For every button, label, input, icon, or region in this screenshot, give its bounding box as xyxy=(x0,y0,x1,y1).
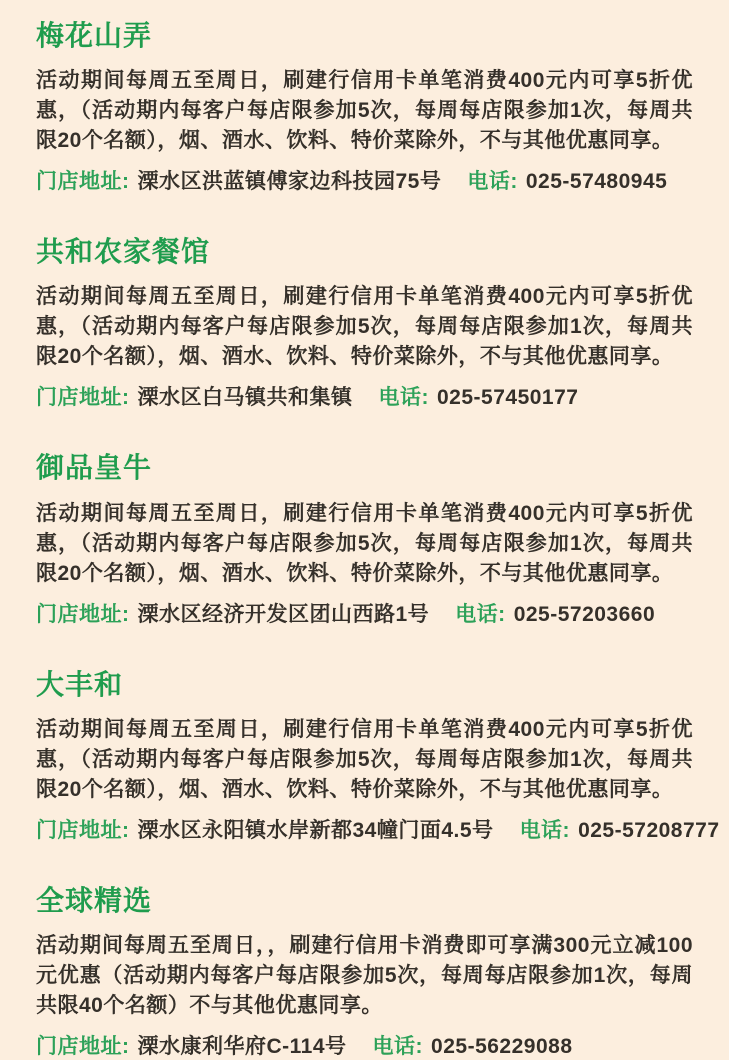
store-address-value: 溧水区经济开发区团山西路1号 xyxy=(137,602,430,626)
merchant-section xyxy=(36,236,693,411)
merchant-contact-line xyxy=(36,818,720,844)
phone-number-value: 025-57450177 xyxy=(437,386,579,410)
merchant-name: 御品皇牛 xyxy=(36,452,153,484)
merchant-contact-line xyxy=(36,1034,693,1060)
store-address-value: 溧水区白马镇共和集镇 xyxy=(137,386,353,410)
merchant-section xyxy=(36,20,693,195)
store-address-label: 门店地址: xyxy=(36,602,130,626)
merchant-offer-description: 活动期间每周五至周日，，刷建行信用卡消费即可享满300元立减100元优惠（活动期内每客户每店限参加5次，每周每店限参加1次，每周共限40个名额）不与其他优惠同享。 xyxy=(36,933,693,1017)
phone-number-value: 025-57203660 xyxy=(513,602,656,626)
merchant-list xyxy=(36,20,720,1060)
merchant-contact-line xyxy=(36,602,693,628)
phone-label: 电话: xyxy=(372,1034,424,1058)
phone-number-value: 025-57480945 xyxy=(525,170,668,194)
merchant-name: 共和农家餐馆 xyxy=(36,236,211,268)
merchant-name: 梅花山弄 xyxy=(36,20,153,51)
merchant-section xyxy=(36,452,693,627)
merchant-contact-line xyxy=(36,169,693,195)
phone-number-value: 025-56229088 xyxy=(431,1034,573,1058)
merchant-name: 全球精选 xyxy=(36,884,153,916)
phone-label: 电话: xyxy=(519,818,571,842)
merchant-contact-line xyxy=(36,385,693,411)
store-address-label: 门店地址: xyxy=(36,386,130,410)
merchant-offer-description: 活动期间每周五至周日，刷建行信用卡单笔消费400元内可享5折优惠，（活动期内每客户每店限参加5次，每周每店限参加1次，每周共限20个名额），烟、酒水、饮料、特价菜除外，不与其他优惠同享。 xyxy=(36,717,693,801)
phone-label: 电话: xyxy=(467,170,518,194)
store-address-label: 门店地址: xyxy=(36,818,130,842)
phone-label: 电话: xyxy=(455,602,506,626)
store-address-value: 溧水区洪蓝镇傅家边科技园75号 xyxy=(137,170,442,194)
store-address-label: 门店地址: xyxy=(36,1034,130,1058)
store-address-label: 门店地址: xyxy=(36,170,130,194)
phone-number-value: 025-57208777 xyxy=(578,818,720,842)
merchant-name: 大丰和 xyxy=(36,668,124,700)
merchant-offer-description: 活动期间每周五至周日，刷建行信用卡单笔消费400元内可享5折优惠，（活动期内每客户每店限参加5次，每周每店限参加1次，每周共限20个名额），烟、酒水、饮料、特价菜除外，不与其他优惠同享。 xyxy=(36,69,693,153)
store-address-value: 溧水区永阳镇水岸新都34幢门面4.5号 xyxy=(137,818,494,842)
merchant-offer-description: 活动期间每周五至周日，刷建行信用卡单笔消费400元内可享5折优惠，（活动期内每客户每店限参加5次，每周每店限参加1次，每周共限20个名额），烟、酒水、饮料、特价菜除外，不与其他优惠同享。 xyxy=(36,285,693,369)
merchant-offer-description: 活动期间每周五至周日，刷建行信用卡单笔消费400元内可享5折优惠，（活动期内每客户每店限参加5次，每周每店限参加1次，每周共限20个名额），烟、酒水、饮料、特价菜除外，不与其他优惠同享。 xyxy=(36,501,693,585)
store-address-value: 溧水康利华府C-114号 xyxy=(137,1034,347,1058)
phone-label: 电话: xyxy=(378,386,429,410)
merchant-section xyxy=(36,668,720,844)
merchant-section xyxy=(36,885,693,1060)
